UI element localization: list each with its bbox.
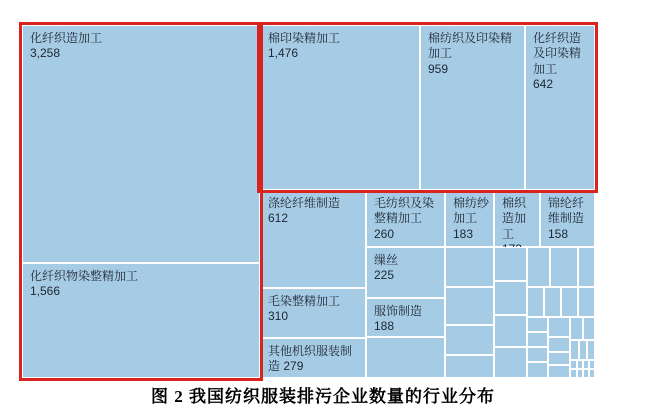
cell-chemical-fiber-fabric-dyeing-finishing (22, 263, 260, 378)
treemap-cell-unlabeled (527, 362, 548, 378)
treemap-cell-unlabeled (548, 352, 570, 365)
cell-label: 棉织造加工 (502, 196, 527, 241)
cell-label: 其他机织服装制造 (268, 344, 353, 374)
treemap-cell-unlabeled (570, 360, 577, 369)
cell-cotton-weaving (494, 190, 540, 247)
treemap-cell-unlabeled (589, 360, 595, 369)
cell-label: 锦纶纤维制造 (548, 196, 585, 226)
treemap-cell-unlabeled (494, 347, 527, 378)
cell-chemical-fiber-weaving-printing-dyeing (525, 25, 595, 190)
cell-label: 毛纺织及染整精加工 (374, 196, 435, 226)
cell-value: 642 (533, 77, 554, 92)
treemap-cell-unlabeled (445, 325, 494, 355)
cell-label: 棉纺织及印染精加工 (428, 31, 513, 61)
treemap-cell-unlabeled (578, 247, 595, 287)
cell-label: 毛染整精加工 (268, 294, 341, 308)
treemap-cell-unlabeled (445, 247, 494, 287)
cell-apparel-accessories-mfg (366, 298, 445, 337)
treemap-cell-unlabeled (570, 317, 583, 340)
cell-label: 缫丝 (374, 253, 399, 267)
treemap-cell-unlabeled (548, 337, 570, 352)
cell-value: 310 (268, 309, 289, 324)
cell-value: 183 (453, 226, 474, 241)
cell-value: 260 (374, 226, 395, 241)
cell-value: 188 (374, 319, 395, 334)
treemap-cell-unlabeled (561, 287, 578, 317)
treemap-cell-unlabeled (527, 317, 548, 332)
treemap-cell-unlabeled (445, 287, 494, 325)
cell-value: 1,476 (268, 46, 299, 61)
treemap-cell-unlabeled (578, 287, 595, 317)
treemap-cell-unlabeled (548, 317, 570, 337)
cell-polyester-fiber-mfg (260, 190, 366, 288)
treemap-cell-unlabeled (544, 287, 561, 317)
cell-nylon-fiber-mfg (540, 190, 595, 247)
cell-silk-reeling (366, 247, 445, 298)
treemap-cell-unlabeled (527, 247, 550, 287)
treemap-cell-unlabeled (494, 315, 527, 347)
cell-value: 3,258 (30, 46, 61, 61)
cell-label: 棉印染精加工 (268, 31, 341, 45)
cell-cotton-printing-dyeing (260, 25, 420, 190)
cell-label: 化纤织造及印染精加工 (533, 31, 582, 76)
cell-cotton-spinning (445, 190, 494, 247)
cell-value: 959 (428, 61, 449, 76)
treemap-cell-unlabeled (527, 332, 548, 347)
cell-value: 225 (374, 268, 395, 283)
cell-value: 1,566 (30, 284, 61, 299)
cell-chemical-fiber-weaving (22, 25, 260, 263)
cell-value: 158 (548, 226, 569, 241)
cell-value: 279 (283, 359, 304, 374)
treemap-cell-unlabeled (494, 281, 527, 315)
treemap-cell-unlabeled (527, 347, 548, 362)
treemap-cell-unlabeled (570, 369, 577, 378)
treemap-cell-unlabeled (579, 340, 587, 360)
cell-label: 服饰制造 (374, 304, 423, 318)
treemap-cell-unlabeled (445, 355, 494, 378)
cell-value: 612 (268, 211, 289, 226)
cell-wool-dyeing-finishing (260, 288, 366, 338)
treemap-cell-unlabeled (583, 317, 595, 340)
cell-label: 化纤织物染整精加工 (30, 269, 139, 283)
cell-label: 棉纺纱加工 (453, 196, 490, 226)
treemap-cell-unlabeled (366, 337, 445, 378)
treemap-cell-unlabeled (589, 369, 595, 378)
cell-wool-textile-dyeing-finishing (366, 190, 445, 247)
treemap-cell-unlabeled (587, 340, 595, 360)
treemap-cell-unlabeled (548, 365, 570, 378)
treemap-cell-unlabeled (494, 247, 527, 281)
treemap-cell-unlabeled (527, 287, 544, 317)
cell-cotton-textile-printing-dyeing (420, 25, 525, 190)
treemap-cell-unlabeled (550, 247, 578, 287)
chart-caption: 图 2 我国纺织服装排污企业数量的行业分布 (151, 387, 495, 406)
treemap-cell-unlabeled (570, 340, 579, 360)
cell-other-woven-apparel-mfg (260, 338, 366, 378)
cell-label: 化纤织造加工 (30, 31, 103, 45)
cell-label: 涤纶纤维制造 (268, 196, 341, 210)
